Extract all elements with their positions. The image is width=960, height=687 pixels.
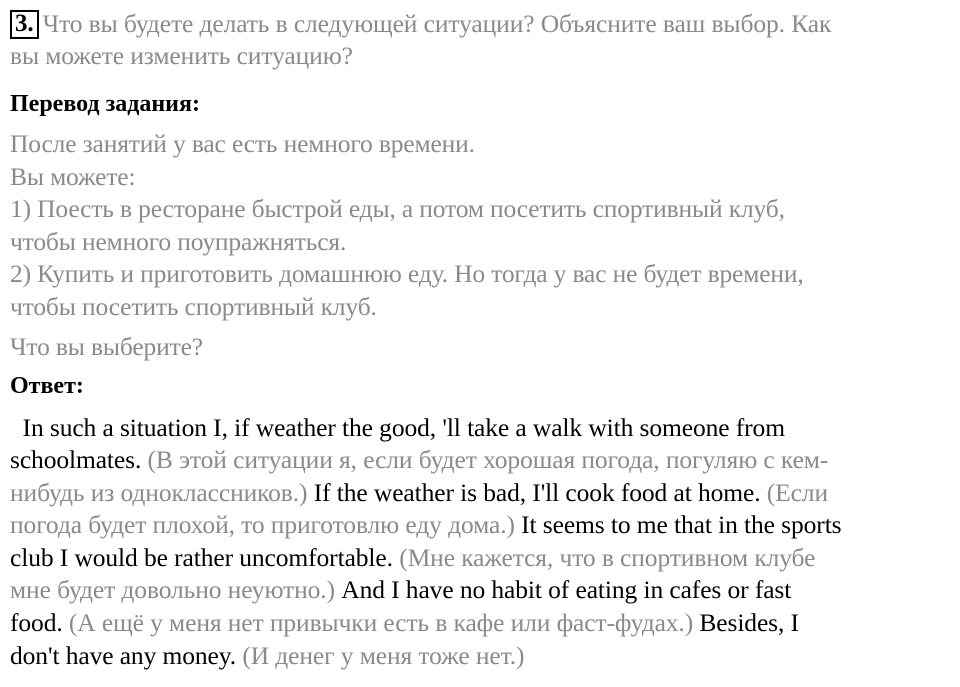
answer-heading: Ответ:	[10, 372, 84, 399]
translation-line: чтобы немного поупражняться.	[10, 226, 347, 256]
task-number-badge: 3.	[10, 10, 39, 39]
answer-line-3: нибудь из одноклассников.) If the weather is bad, I'll cook food at home. (Если	[10, 477, 829, 507]
answer-line-6: мне будет довольно неуютно.) And I have no habit of eating in cafes or fast	[10, 575, 792, 605]
answer-line-2: schoolmates. (В этой ситуации я, если будет хорошая погода, погуляю с кем-	[10, 445, 829, 475]
task-text-line-1: Что вы будете делать в следующей ситуации? Объясните ваш выбор. Как	[42, 9, 832, 38]
translation-line: После занятий у вас есть немного времени.	[10, 129, 475, 158]
answer-line-5: club I would be rather uncomfortable. (Мне кажется, что в спортивном клубе	[10, 542, 816, 572]
answer-line-1: In such a situation I, if weather the good, 'll take a walk with someone from	[10, 412, 785, 442]
translation-body	[10, 128, 955, 323]
translation-heading: Перевод задания:	[10, 91, 200, 117]
translation-line: Вы можете:	[10, 161, 136, 191]
answer-line-4: погода будет плохой, то приготовлю еду дома.) It seems to me that in the sports	[10, 510, 842, 540]
task-statement	[10, 8, 955, 72]
answer-line-8: don't have any money. (И денег у меня тоже нет.)	[10, 640, 525, 670]
answer-body	[10, 412, 955, 673]
answer-line-7: food. (А ещё у меня нет привычки есть в кафе или фаст-фудах.) Besides, I	[10, 608, 799, 638]
translation-question: Что вы выберите?	[10, 332, 203, 361]
translation-line: 1) Поесть в ресторане быстрой еды, а потом посетить спортивный клуб,	[10, 194, 785, 223]
exercise-page	[10, 8, 955, 672]
translation-line: чтобы посетить спортивный клуб.	[10, 291, 377, 321]
task-text-line-2: вы можете изменить ситуацию?	[10, 41, 353, 70]
translation-line: 2) Купить и приготовить домашнюю еду. Но тогда у вас не будет времени,	[10, 259, 804, 288]
